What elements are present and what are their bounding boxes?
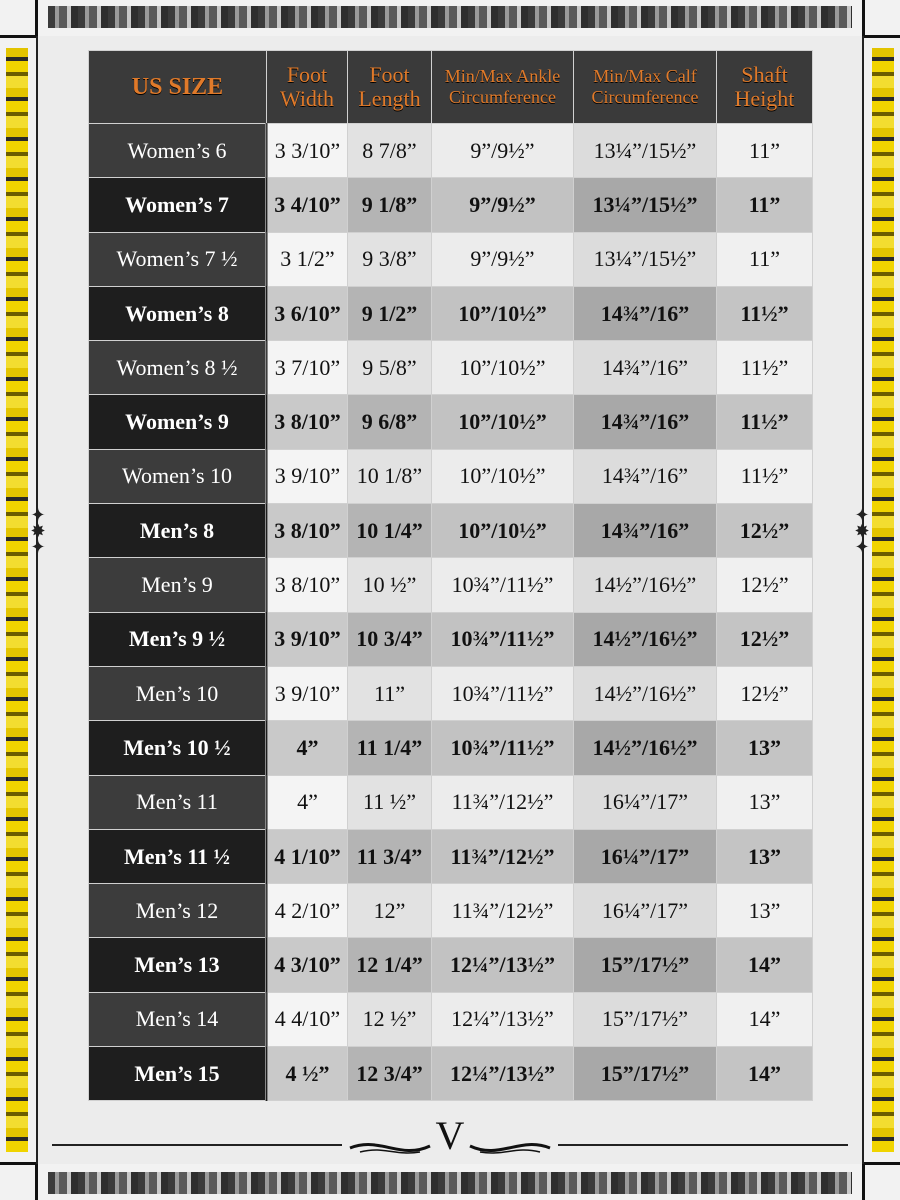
left-yellow-border bbox=[6, 48, 28, 1152]
table-row bbox=[89, 178, 813, 232]
length-cell: 9 1/8” bbox=[348, 178, 432, 232]
size-label-cell: Men’s 12 bbox=[89, 884, 267, 938]
shaft-cell: 13” bbox=[717, 775, 813, 829]
ankle-cell: 9”/9½” bbox=[432, 178, 574, 232]
ankle-cell: 10”/10½” bbox=[432, 286, 574, 340]
width-cell: 4” bbox=[267, 775, 348, 829]
width-cell: 3 9/10” bbox=[267, 666, 348, 720]
width-cell: 3 8/10” bbox=[267, 558, 348, 612]
table-row bbox=[89, 504, 813, 558]
right-yellow-border bbox=[872, 48, 894, 1152]
shaft-cell: 12½” bbox=[717, 558, 813, 612]
ankle-cell: 12¼”/13½” bbox=[432, 938, 574, 992]
size-label-cell: Women’s 6 bbox=[89, 124, 267, 178]
top-grunge-border bbox=[48, 6, 852, 28]
size-label-cell: Men’s 9 bbox=[89, 558, 267, 612]
header-foot-width: Foot Width bbox=[267, 51, 348, 124]
size-label-cell: Men’s 11 bbox=[89, 775, 267, 829]
calf-cell: 14½”/16½” bbox=[574, 612, 717, 666]
ankle-cell: 10”/10½” bbox=[432, 395, 574, 449]
corner-ornament-top-right bbox=[862, 0, 900, 38]
ankle-cell: 11¾”/12½” bbox=[432, 829, 574, 883]
shaft-cell: 11½” bbox=[717, 341, 813, 395]
right-star-ornament-icon: ✦ ✸ ✦ bbox=[854, 505, 870, 558]
table-row bbox=[89, 558, 813, 612]
length-cell: 11 3/4” bbox=[348, 829, 432, 883]
width-cell: 3 8/10” bbox=[267, 395, 348, 449]
shaft-cell: 13” bbox=[717, 721, 813, 775]
header-ankle-circumference: Min/Max Ankle Circumference bbox=[432, 51, 574, 124]
width-cell: 4” bbox=[267, 721, 348, 775]
shaft-cell: 11½” bbox=[717, 449, 813, 503]
width-cell: 3 8/10” bbox=[267, 504, 348, 558]
calf-cell: 16¼”/17” bbox=[574, 775, 717, 829]
table-row bbox=[89, 124, 813, 178]
corner-ornament-bottom-right bbox=[862, 1162, 900, 1200]
length-cell: 12 1/4” bbox=[348, 938, 432, 992]
size-label-cell: Men’s 14 bbox=[89, 992, 267, 1046]
ankle-cell: 10”/10½” bbox=[432, 449, 574, 503]
header-us-size: US SIZE bbox=[89, 51, 267, 124]
ankle-cell: 11¾”/12½” bbox=[432, 775, 574, 829]
table-row bbox=[89, 395, 813, 449]
size-label-cell: Men’s 15 bbox=[89, 1047, 267, 1101]
shaft-cell: 12½” bbox=[717, 612, 813, 666]
calf-cell: 14¾”/16” bbox=[574, 504, 717, 558]
ankle-cell: 10¾”/11½” bbox=[432, 558, 574, 612]
size-label-cell: Women’s 10 bbox=[89, 449, 267, 503]
size-label-cell: Women’s 9 bbox=[89, 395, 267, 449]
width-cell: 4 ½” bbox=[267, 1047, 348, 1101]
size-label-cell: Men’s 11 ½ bbox=[89, 829, 267, 883]
bottom-grunge-border bbox=[48, 1172, 852, 1194]
width-cell: 3 9/10” bbox=[267, 612, 348, 666]
length-cell: 10 3/4” bbox=[348, 612, 432, 666]
size-label-cell: Men’s 9 ½ bbox=[89, 612, 267, 666]
table-row bbox=[89, 612, 813, 666]
table-row bbox=[89, 449, 813, 503]
table-row bbox=[89, 232, 813, 286]
header-calf-circumference: Min/Max Calf Circumference bbox=[574, 51, 717, 124]
shaft-cell: 11” bbox=[717, 232, 813, 286]
width-cell: 4 2/10” bbox=[267, 884, 348, 938]
table-row bbox=[89, 829, 813, 883]
shaft-cell: 11½” bbox=[717, 395, 813, 449]
shaft-cell: 13” bbox=[717, 829, 813, 883]
calf-cell: 13¼”/15½” bbox=[574, 124, 717, 178]
calf-cell: 13¼”/15½” bbox=[574, 232, 717, 286]
ankle-cell: 10”/10½” bbox=[432, 341, 574, 395]
corner-ornament-bottom-left bbox=[0, 1162, 38, 1200]
ankle-cell: 12¼”/13½” bbox=[432, 992, 574, 1046]
width-cell: 3 3/10” bbox=[267, 124, 348, 178]
shaft-cell: 14” bbox=[717, 1047, 813, 1101]
shaft-cell: 12½” bbox=[717, 504, 813, 558]
size-label-cell: Men’s 13 bbox=[89, 938, 267, 992]
length-cell: 9 1/2” bbox=[348, 286, 432, 340]
table-row bbox=[89, 938, 813, 992]
length-cell: 11 ½” bbox=[348, 775, 432, 829]
ankle-cell: 12¼”/13½” bbox=[432, 1047, 574, 1101]
width-cell: 3 1/2” bbox=[267, 232, 348, 286]
length-cell: 9 5/8” bbox=[348, 341, 432, 395]
length-cell: 9 6/8” bbox=[348, 395, 432, 449]
left-frame-line bbox=[36, 36, 38, 1164]
ankle-cell: 9”/9½” bbox=[432, 124, 574, 178]
calf-cell: 16¼”/17” bbox=[574, 829, 717, 883]
length-cell: 11 1/4” bbox=[348, 721, 432, 775]
table-row bbox=[89, 286, 813, 340]
size-label-cell: Men’s 10 ½ bbox=[89, 721, 267, 775]
table-row bbox=[89, 884, 813, 938]
length-cell: 11” bbox=[348, 666, 432, 720]
size-chart-table bbox=[88, 50, 813, 1101]
calf-cell: 13¼”/15½” bbox=[574, 178, 717, 232]
length-cell: 9 3/8” bbox=[348, 232, 432, 286]
width-cell: 3 4/10” bbox=[267, 178, 348, 232]
width-cell: 3 9/10” bbox=[267, 449, 348, 503]
shaft-cell: 13” bbox=[717, 884, 813, 938]
table-row bbox=[89, 992, 813, 1046]
calf-cell: 14¾”/16” bbox=[574, 449, 717, 503]
size-label-cell: Women’s 7 bbox=[89, 178, 267, 232]
length-cell: 10 1/4” bbox=[348, 504, 432, 558]
table-row bbox=[89, 775, 813, 829]
calf-cell: 15”/17½” bbox=[574, 1047, 717, 1101]
length-cell: 12” bbox=[348, 884, 432, 938]
size-label-cell: Women’s 7 ½ bbox=[89, 232, 267, 286]
calf-cell: 15”/17½” bbox=[574, 992, 717, 1046]
width-cell: 3 6/10” bbox=[267, 286, 348, 340]
width-cell: 4 3/10” bbox=[267, 938, 348, 992]
shaft-cell: 12½” bbox=[717, 666, 813, 720]
right-frame-line bbox=[862, 36, 864, 1164]
size-label-cell: Women’s 8 bbox=[89, 286, 267, 340]
calf-cell: 14¾”/16” bbox=[574, 395, 717, 449]
ankle-cell: 9”/9½” bbox=[432, 232, 574, 286]
header-shaft-height: Shaft Height bbox=[717, 51, 813, 124]
table-row bbox=[89, 341, 813, 395]
length-cell: 12 3/4” bbox=[348, 1047, 432, 1101]
table-row bbox=[89, 721, 813, 775]
left-star-ornament-icon: ✦ ✸ ✦ bbox=[30, 505, 46, 558]
calf-cell: 16¼”/17” bbox=[574, 884, 717, 938]
logo-letter: V bbox=[435, 1113, 465, 1158]
width-cell: 4 1/10” bbox=[267, 829, 348, 883]
width-cell: 3 7/10” bbox=[267, 341, 348, 395]
length-cell: 8 7/8” bbox=[348, 124, 432, 178]
length-cell: 12 ½” bbox=[348, 992, 432, 1046]
ankle-cell: 10¾”/11½” bbox=[432, 721, 574, 775]
table-row bbox=[89, 1047, 813, 1101]
size-label-cell: Men’s 10 bbox=[89, 666, 267, 720]
ankle-cell: 10”/10½” bbox=[432, 504, 574, 558]
size-label-cell: Women’s 8 ½ bbox=[89, 341, 267, 395]
ankle-cell: 11¾”/12½” bbox=[432, 884, 574, 938]
calf-cell: 14½”/16½” bbox=[574, 558, 717, 612]
calf-cell: 14½”/16½” bbox=[574, 721, 717, 775]
header-foot-length: Foot Length bbox=[348, 51, 432, 124]
calf-cell: 14¾”/16” bbox=[574, 341, 717, 395]
shaft-cell: 11” bbox=[717, 124, 813, 178]
length-cell: 10 1/8” bbox=[348, 449, 432, 503]
calf-cell: 14¾”/16” bbox=[574, 286, 717, 340]
table-row bbox=[89, 666, 813, 720]
size-label-cell: Men’s 8 bbox=[89, 504, 267, 558]
calf-cell: 15”/17½” bbox=[574, 938, 717, 992]
length-cell: 10 ½” bbox=[348, 558, 432, 612]
shaft-cell: 14” bbox=[717, 938, 813, 992]
shaft-cell: 11½” bbox=[717, 286, 813, 340]
ankle-cell: 10¾”/11½” bbox=[432, 612, 574, 666]
width-cell: 4 4/10” bbox=[267, 992, 348, 1046]
calf-cell: 14½”/16½” bbox=[574, 666, 717, 720]
ankle-cell: 10¾”/11½” bbox=[432, 666, 574, 720]
corner-ornament-top-left bbox=[0, 0, 38, 38]
shaft-cell: 11” bbox=[717, 178, 813, 232]
shaft-cell: 14” bbox=[717, 992, 813, 1046]
header-row bbox=[89, 51, 813, 124]
